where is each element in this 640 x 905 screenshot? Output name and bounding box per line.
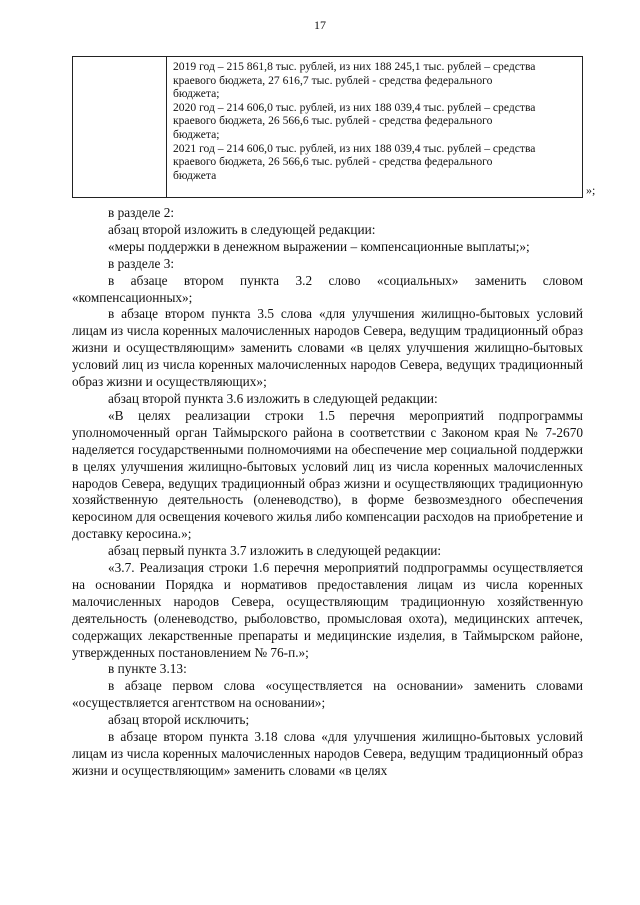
table-right-cell bbox=[173, 60, 578, 182]
paragraph: в разделе 2: bbox=[108, 205, 175, 220]
paragraph: «3.7. Реализация строки 1.6 перечня мероприятий подпрограммы осуществляется на основании Порядка и нормативов предоставления лицам из числа коренных малочисленных народов Севера, осуществляющим традиционную хозяйственную деятельность (оленеводство, рыболовство, промысловая охота), медицинских аптечек, содержащих лекарственные препараты и медицинские изделия, в Таймырском районе, утвержденных постановлением № 76-п.»; bbox=[72, 560, 583, 660]
table-closing-mark: »; bbox=[586, 183, 596, 197]
paragraph: абзац второй пункта 3.6 изложить в следующей редакции: bbox=[108, 390, 438, 406]
table-line: краевого бюджета, 26 566,6 тыс. рублей - средства федерального bbox=[173, 155, 493, 169]
page-number: 17 bbox=[314, 18, 326, 32]
paragraph: «В целях реализации строки 1.5 перечня мероприятий подпрограммы уполномоченный орган Таймырского района в соответствии с Законом края № 7-2670 наделяется государственными полномочиями на обеспечение мер социальной поддержки в целях улучшения жилищно-бытовых условий лиц из числа коренных малочисленных народов Севера, ведущих традиционный образ жизни и осуществляющих традиционную хозяйственную деятельность (оленеводство), в форме безвозмездного обеспечения керосином для освещения кочевого жилья либо компенсации расходов на приобретение и доставку керосина.»; bbox=[72, 407, 583, 542]
table-left-cell bbox=[73, 57, 167, 197]
table-line: бюджета bbox=[173, 168, 217, 182]
paragraph: абзац второй изложить в следующей редакции: bbox=[108, 221, 376, 237]
budget-table bbox=[72, 56, 583, 198]
paragraph: в абзаце первом слова «осуществляется на основании» заменить словами «осуществляется агентством на основании»; bbox=[72, 678, 583, 711]
paragraph: в абзаце втором пункта 3.5 слова «для улучшения жилищно-бытовых условий лицам из числа коренных малочисленных народов Севера, ведущим традиционный образ жизни и осуществляющим» заменить словами «в целях улучшения жилищно-бытовых условий лиц из числа коренных малочисленных народов Севера, ведущих традиционный образ жизни и осуществляющих»; bbox=[72, 306, 583, 390]
paragraph: «меры поддержки в денежном выражении – компенсационные выплаты;»; bbox=[108, 238, 530, 254]
table-line: краевого бюджета, 27 616,7 тыс. рублей - средства федерального bbox=[173, 73, 493, 87]
table-line: 2021 год – 214 606,0 тыс. рублей, из них 188 039,4 тыс. рублей – средства bbox=[173, 141, 536, 155]
paragraph: в пункте 3.13: bbox=[108, 661, 187, 677]
paragraph: в абзаце втором пункта 3.18 слова «для улучшения жилищно-бытовых условий лицам из числа коренных малочисленных народов Севера, ведущим традиционный образ жизни и осуществляющим» заменить словами «в целях bbox=[72, 729, 583, 778]
body-text bbox=[72, 205, 583, 780]
paragraph: в абзаце втором пункта 3.2 слово «социальных» заменить словом «компенсационных»; bbox=[72, 272, 583, 305]
table-line: бюджета; bbox=[173, 127, 220, 141]
table-line: 2020 год – 214 606,0 тыс. рублей, из них 188 039,4 тыс. рублей – средства bbox=[173, 100, 536, 114]
paragraph: абзац второй исключить; bbox=[108, 712, 250, 728]
table-line: бюджета; bbox=[173, 87, 220, 101]
table-line: 2019 год – 215 861,8 тыс. рублей, из них 188 245,1 тыс. рублей – средства bbox=[173, 60, 536, 73]
paragraph: в разделе 3: bbox=[108, 255, 175, 271]
table-line: краевого бюджета, 26 566,6 тыс. рублей - средства федерального bbox=[173, 114, 493, 128]
paragraph: абзац первый пункта 3.7 изложить в следующей редакции: bbox=[108, 543, 442, 559]
